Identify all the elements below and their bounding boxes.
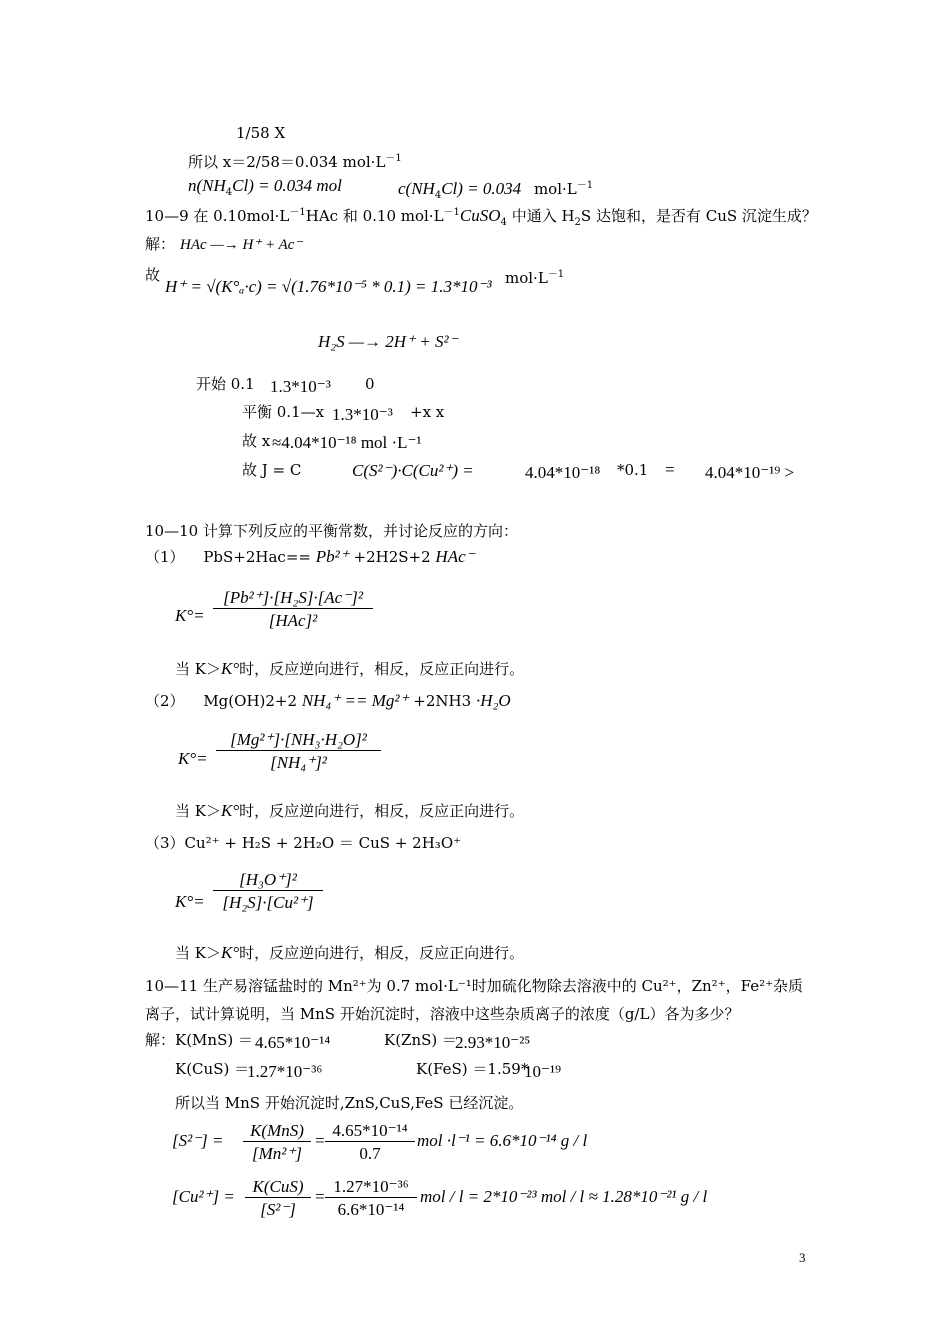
text-span: 故 — [145, 266, 161, 284]
value: 4.04*10⁻¹⁸ — [525, 463, 601, 482]
formula-line — [398, 177, 593, 205]
subscript: 4 — [434, 190, 442, 201]
value: 1.27*10⁻³⁶ — [247, 1062, 323, 1081]
solution-label: 解： — [145, 235, 176, 253]
text-span: = — [315, 1187, 325, 1206]
subscript: 4 — [500, 217, 507, 228]
formula: n(NH — [188, 176, 226, 195]
denominator: [Mn²⁺] — [243, 1141, 311, 1164]
formula: HAc⁻ — [435, 547, 475, 566]
subscript: 4 — [225, 187, 233, 198]
denominator: [NH₄⁺]² — [216, 750, 381, 773]
text-line: 1/58 X — [236, 124, 286, 142]
numerator: [H₃O⁺]² — [239, 870, 297, 889]
formula: Cl) = 0.034 — [441, 179, 522, 198]
text-span: *0.1 — [617, 461, 649, 479]
numerator: [Pb²⁺]·[H₂S]·[Ac⁻]² — [223, 588, 363, 607]
value: 1.3*10⁻³ — [270, 377, 331, 396]
subscript: 2 — [574, 217, 581, 228]
superscript: －1 — [547, 269, 565, 280]
denominator: 0.7 — [325, 1141, 415, 1164]
denominator: [H₂S]·[Cu²⁺] — [213, 890, 323, 913]
equation: C(S²⁻)·C(Cu²⁺) = — [352, 461, 474, 480]
text-span: mol·L — [505, 269, 548, 287]
text-span: 当 K＞ — [175, 660, 221, 678]
text-span: PbS+2Hac== — [203, 548, 311, 566]
page-number: 3 — [799, 1250, 806, 1265]
formula: Pb²⁺ — [315, 547, 349, 566]
value: 0 — [365, 375, 375, 393]
equation-lhs: [S²⁻] = — [172, 1131, 224, 1150]
question-10-9 — [145, 204, 817, 232]
text-span: 中通入 H — [506, 207, 575, 225]
numerator: 1.27*10⁻³⁶ — [333, 1177, 409, 1196]
k-fraction-2 — [216, 730, 381, 773]
formula-line — [188, 177, 342, 202]
text-span: 当 K＞ — [175, 802, 221, 820]
equation: H⁺ = √(K°ₐ·c) = √(1.76*10⁻⁵ * 0.1) = 1.3*10⁻³ — [165, 277, 492, 296]
text-span: 开始 0.1 — [196, 375, 255, 393]
text-span: 时，反应逆向进行，相反，反应正向进行。 — [239, 660, 525, 678]
text-span: 10—9 在 0.10mol·L — [145, 207, 290, 225]
formula: K° — [220, 659, 240, 678]
direction-note — [175, 660, 524, 678]
value: 10⁻¹⁹ — [524, 1062, 561, 1081]
value: 1.3*10⁻³ — [332, 405, 393, 424]
direction-note — [175, 944, 524, 962]
fraction — [245, 1177, 311, 1220]
formula: K° — [220, 801, 240, 820]
text-span: +x x — [410, 403, 445, 421]
text-span: = — [315, 1131, 325, 1150]
question-10-10: 10—10 计算下列反应的平衡常数，并讨论反应的方向： — [145, 522, 518, 540]
equation-rhs: mol / l = 2*10⁻²³ mol / l ≈ 1.28*10⁻²¹ g / l — [420, 1187, 708, 1206]
text-span: +2NH3 — [413, 692, 472, 710]
value: ≈4.04*10⁻¹⁸ mol ·L⁻¹ — [272, 433, 422, 452]
fraction — [325, 1177, 417, 1220]
formula: NH₄⁺ == Mg²⁺ — [301, 691, 409, 710]
text-span: （2） — [145, 692, 185, 710]
equation: H₂S —→ 2H⁺ + S²⁻ — [318, 332, 458, 351]
text-span: HAc 和 0.10 mol·L — [305, 207, 444, 225]
text-span: 平衡 0.1—x — [242, 403, 325, 421]
numerator: 4.65*10⁻¹⁴ — [332, 1121, 408, 1140]
text-span: K(CuS) ＝ — [175, 1060, 250, 1078]
reaction-2 — [145, 692, 511, 710]
text-span: K(FeS) ＝1.59* — [416, 1060, 529, 1078]
text-span: 时，反应逆向进行，相反，反应正向进行。 — [239, 802, 525, 820]
text-span: （1） — [145, 548, 185, 566]
text-span: 时，反应逆向进行，相反，反应正向进行。 — [239, 944, 525, 962]
unit — [505, 266, 564, 287]
denominator: 6.6*10⁻¹⁴ — [325, 1197, 417, 1220]
fraction — [325, 1121, 415, 1164]
numerator: K(CuS) — [252, 1177, 304, 1196]
value: 4.65*10⁻¹⁴ — [255, 1033, 331, 1052]
equation: HAc —→ H⁺ + Ac⁻ — [180, 237, 303, 253]
reaction-3: （3）Cu²⁺ + H₂S + 2H₂O ＝ CuS + 2H₃O⁺ — [145, 834, 462, 852]
numerator: K(MnS) — [250, 1121, 304, 1140]
formula: Cl) = 0.034 mol — [232, 176, 342, 195]
superscript: －1 — [576, 180, 594, 191]
superscript: －1 — [289, 207, 306, 218]
text-span: 所以 x＝2/58＝0.034 mol·L — [188, 153, 386, 171]
question-10-11-cont: 离子，试计算说明，当 MnS 开始沉淀时，溶液中这些杂质离子的浓度（g/L）各为多少？ — [145, 1005, 740, 1023]
denominator: [HAc]² — [213, 608, 373, 631]
text-span: Mg(OH)2+2 — [203, 692, 298, 710]
text-span: = — [665, 460, 675, 479]
text-span: 当 K＞ — [175, 944, 221, 962]
k-label: K°= — [175, 606, 205, 625]
superscript: －1 — [443, 207, 460, 218]
text-span: 故 J = C — [242, 461, 302, 479]
equation-rhs: mol ·l⁻¹ = 6.6*10⁻¹⁴ g / l — [417, 1131, 588, 1150]
value: 2.93*10⁻²⁵ — [455, 1033, 531, 1052]
text-span: 解：K(MnS) ＝ — [145, 1031, 253, 1049]
unit: mol·L — [533, 180, 577, 198]
text-span: 故 x — [242, 432, 271, 450]
text-span: K(ZnS) ＝ — [384, 1031, 458, 1049]
superscript: －1 — [385, 153, 402, 164]
denominator: [S²⁻] — [245, 1197, 311, 1220]
reaction-1 — [145, 548, 475, 566]
formula: ·H₂O — [475, 691, 511, 710]
formula: CuSO — [459, 206, 501, 225]
k-label: K°= — [175, 892, 205, 911]
question-10-11: 10—11 生产易溶锰盐时的 Mn²⁺为 0.7 mol·L⁻¹时加硫化物除去溶液中的 Cu²⁺，Zn²⁺，Fe²⁺杂质 — [145, 977, 804, 995]
k-fraction-1 — [213, 588, 373, 631]
direction-note — [175, 802, 524, 820]
formula: c(NH — [398, 179, 435, 198]
fraction — [243, 1121, 311, 1164]
numerator: [Mg²⁺]·[NH₃·H₂O]² — [230, 730, 367, 749]
value: 4.04*10⁻¹⁹ > — [705, 463, 795, 482]
k-label: K°= — [178, 749, 208, 768]
k-fraction-3 — [213, 870, 323, 913]
formula: K° — [220, 943, 240, 962]
text-span: S 达饱和，是否有 CuS 沉淀生成？ — [580, 207, 817, 225]
conclusion: 所以当 MnS 开始沉淀时,ZnS,CuS,FeS 已经沉淀。 — [175, 1094, 524, 1112]
text-span: +2H2S+2 — [353, 548, 431, 566]
text-line — [188, 150, 402, 171]
equation-lhs: [Cu²⁺] = — [172, 1187, 235, 1206]
